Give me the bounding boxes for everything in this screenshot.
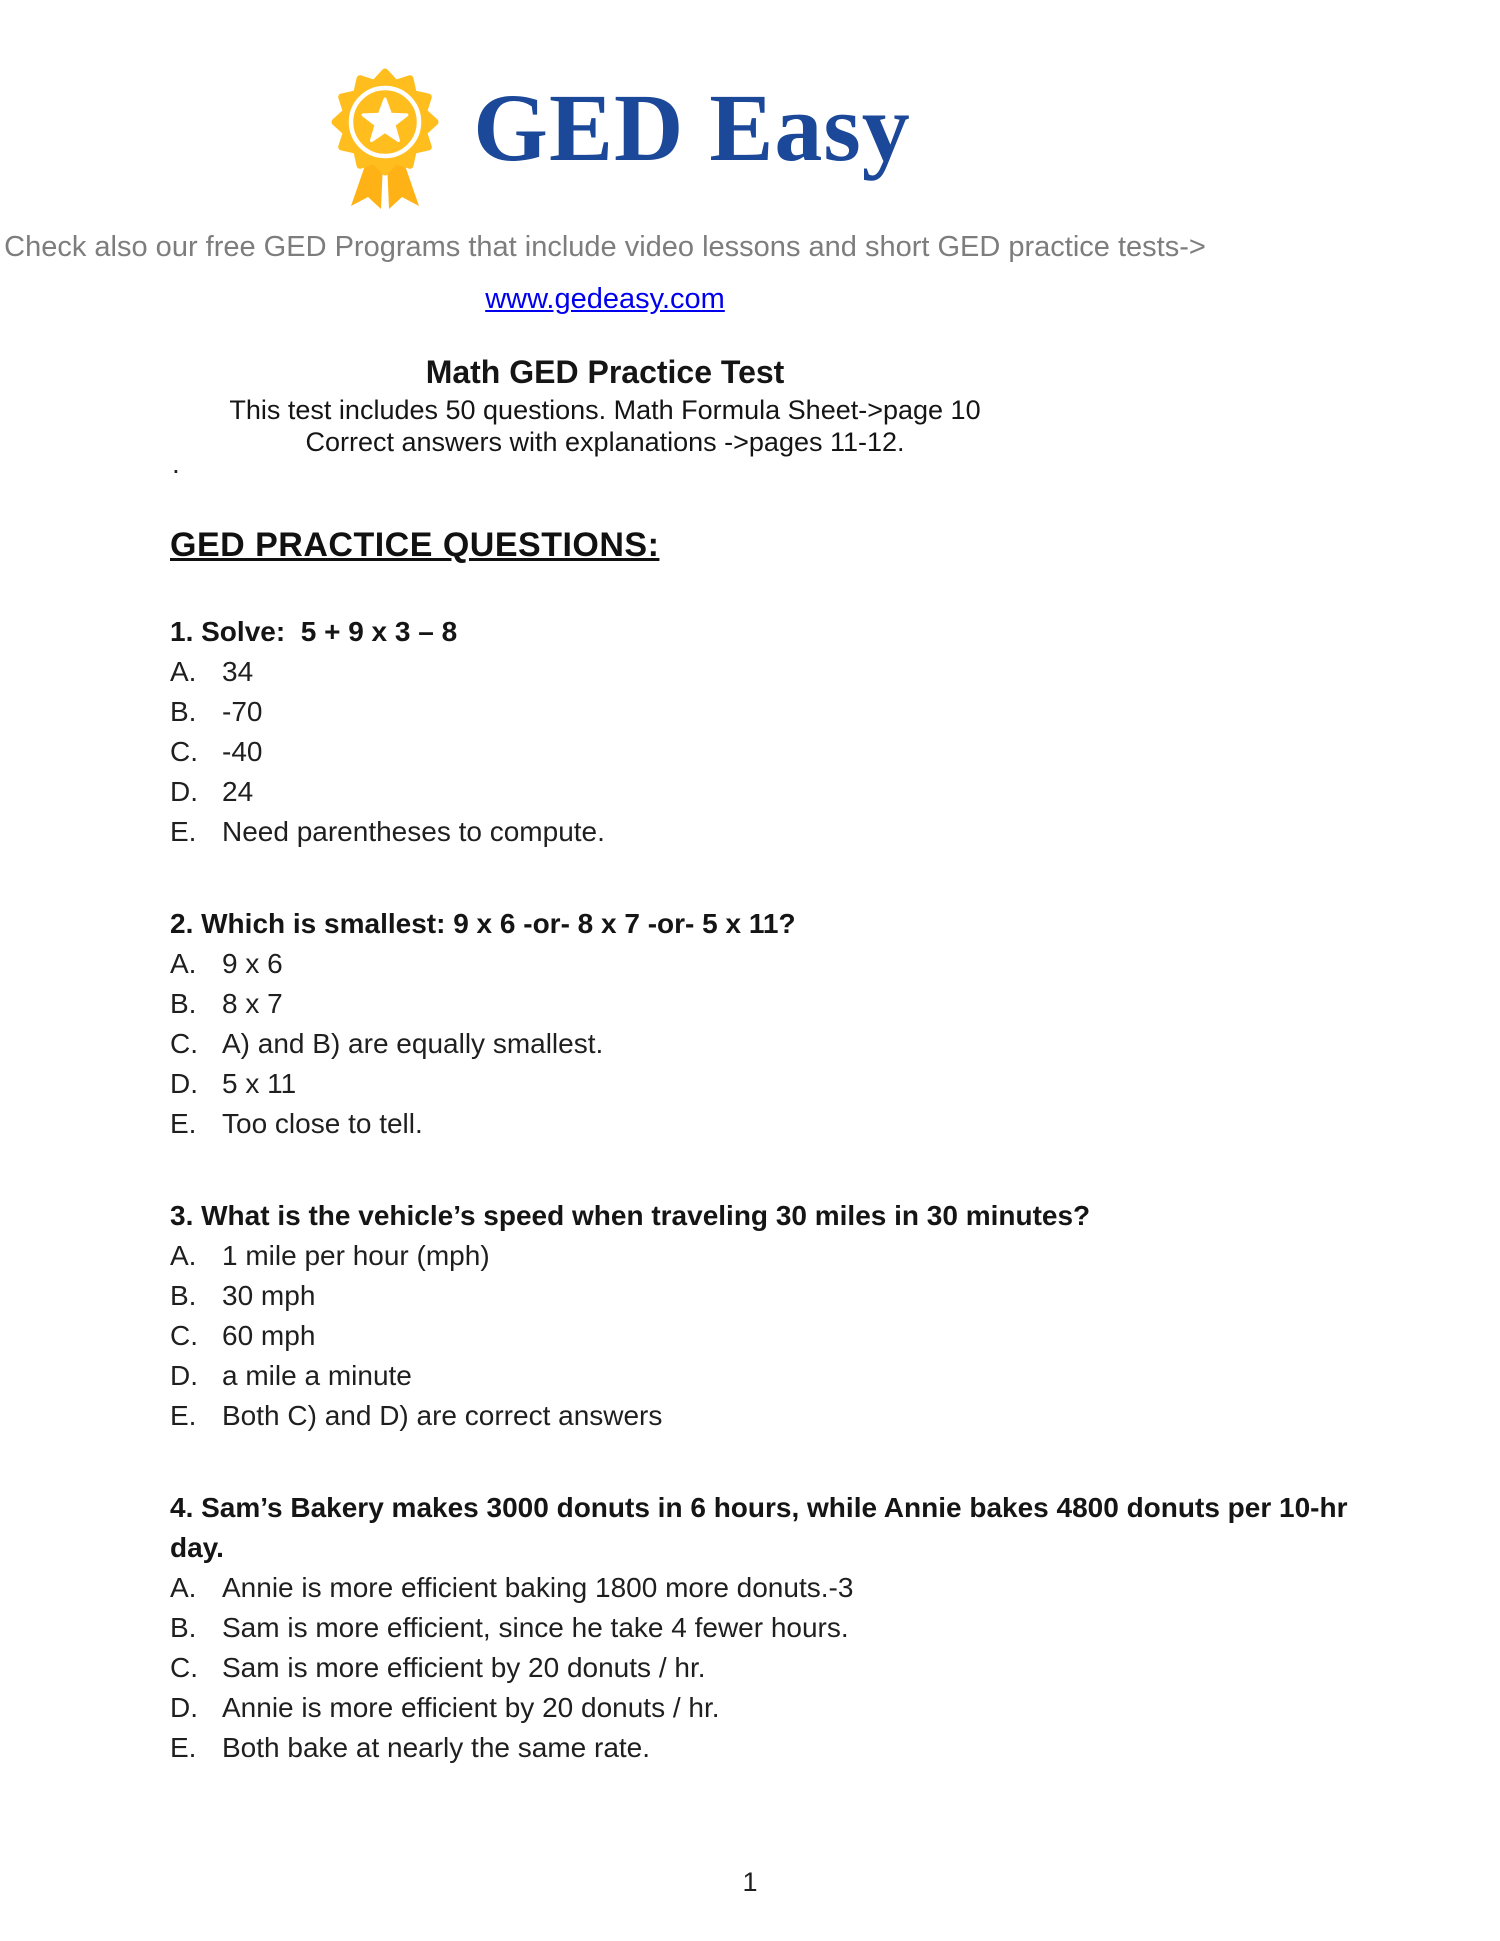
option-text: 8 x 7 — [222, 988, 283, 1019]
stray-period: . — [172, 448, 180, 479]
option-letter: B. — [170, 1280, 197, 1311]
option-letter: D. — [170, 776, 198, 807]
question-4 — [170, 1488, 1356, 1768]
option-text: 60 mph — [222, 1320, 316, 1351]
promo-text: Check also our free GED Programs that include video lessons and short GED practice tests-> — [4, 231, 1206, 263]
option-row — [170, 1688, 1350, 1728]
option-letter: C. — [170, 1652, 198, 1683]
website-link[interactable]: www.gedeasy.com — [485, 283, 725, 315]
option-text: Both C) and D) are correct answers — [222, 1400, 663, 1431]
option-letter: D. — [170, 1692, 198, 1723]
question-1 — [170, 612, 1350, 852]
medal-ribbon-icon — [299, 64, 471, 214]
option-letter: A. — [170, 1572, 197, 1603]
option-row — [170, 772, 1350, 812]
option-letter: A. — [170, 656, 197, 687]
option-row — [170, 1316, 1350, 1356]
website-link-line — [0, 282, 1210, 316]
option-letter: E. — [170, 816, 197, 847]
option-row — [170, 1608, 1350, 1648]
option-text: 34 — [222, 656, 254, 687]
option-text: Sam is more efficient, since he take 4 fewer hours. — [222, 1612, 849, 1643]
brand-text: GED Easy — [473, 74, 911, 181]
option-row — [170, 1024, 1350, 1064]
option-row — [170, 1568, 1350, 1608]
option-letter: A. — [170, 1240, 197, 1271]
option-text: 30 mph — [222, 1280, 316, 1311]
option-text: a mile a minute — [222, 1360, 412, 1391]
option-row — [170, 1236, 1350, 1276]
subtitle-line-1: This test includes 50 questions. Math Formula Sheet->page 10 — [229, 395, 981, 425]
question-header: 1. Solve: 5 + 9 x 3 – 8 — [170, 616, 458, 647]
option-text: Annie is more efficient baking 1800 more donuts.-3 — [222, 1572, 854, 1603]
option-row — [170, 1728, 1350, 1768]
option-letter: E. — [170, 1400, 197, 1431]
subtitle-line-2: Correct answers with explanations ->pages 11-12. — [305, 427, 905, 457]
option-text: 1 mile per hour (mph) — [222, 1240, 490, 1271]
option-row — [170, 1104, 1350, 1144]
option-text: -40 — [222, 736, 263, 767]
option-letter: C. — [170, 1028, 198, 1059]
option-text: Sam is more efficient by 20 donuts / hr. — [222, 1652, 706, 1683]
option-text: 5 x 11 — [222, 1068, 297, 1099]
option-letter: C. — [170, 1320, 198, 1351]
option-letter: B. — [170, 988, 197, 1019]
question-2 — [170, 904, 1350, 1144]
option-letter: A. — [170, 948, 197, 979]
question-header: 4. Sam’s Bakery makes 3000 donuts in 6 hours, while Annie bakes 4800 donuts per 10-hr day. — [170, 1492, 1356, 1563]
option-letter: D. — [170, 1360, 198, 1391]
question-header: 2. Which is smallest: 9 x 6 -or- 8 x 7 -or- 5 x 11? — [170, 908, 796, 939]
option-letter: E. — [170, 1108, 197, 1139]
option-row — [170, 652, 1350, 692]
option-text: Both bake at nearly the same rate. — [222, 1732, 651, 1763]
option-letter: B. — [170, 1612, 197, 1643]
question-3 — [170, 1196, 1350, 1436]
option-text: A) and B) are equally smallest. — [222, 1028, 604, 1059]
page-number: 1 — [742, 1867, 758, 1897]
option-row — [170, 984, 1350, 1024]
option-row — [170, 1064, 1350, 1104]
option-letter: C. — [170, 736, 198, 767]
option-text: Need parentheses to compute. — [222, 816, 605, 847]
section-heading: GED PRACTICE QUESTIONS: — [170, 526, 660, 564]
option-row — [170, 1396, 1350, 1436]
option-text: Too close to tell. — [222, 1108, 423, 1139]
option-letter: E. — [170, 1732, 197, 1763]
question-header: 3. What is the vehicle’s speed when traveling 30 miles in 30 minutes? — [170, 1200, 1091, 1231]
option-row — [170, 1276, 1350, 1316]
option-text: -70 — [222, 696, 263, 727]
option-letter: D. — [170, 1068, 198, 1099]
question-list — [170, 612, 1356, 1820]
option-text: 24 — [222, 776, 254, 807]
logo — [0, 64, 1210, 214]
option-letter: B. — [170, 696, 197, 727]
option-row — [170, 812, 1350, 852]
option-row — [170, 1356, 1350, 1396]
option-row — [170, 1648, 1350, 1688]
option-row — [170, 692, 1350, 732]
option-row — [170, 944, 1350, 984]
page-title: Math GED Practice Test — [425, 354, 785, 390]
option-row — [170, 732, 1350, 772]
option-text: Annie is more efficient by 20 donuts / hr. — [222, 1692, 720, 1723]
option-text: 9 x 6 — [222, 948, 283, 979]
